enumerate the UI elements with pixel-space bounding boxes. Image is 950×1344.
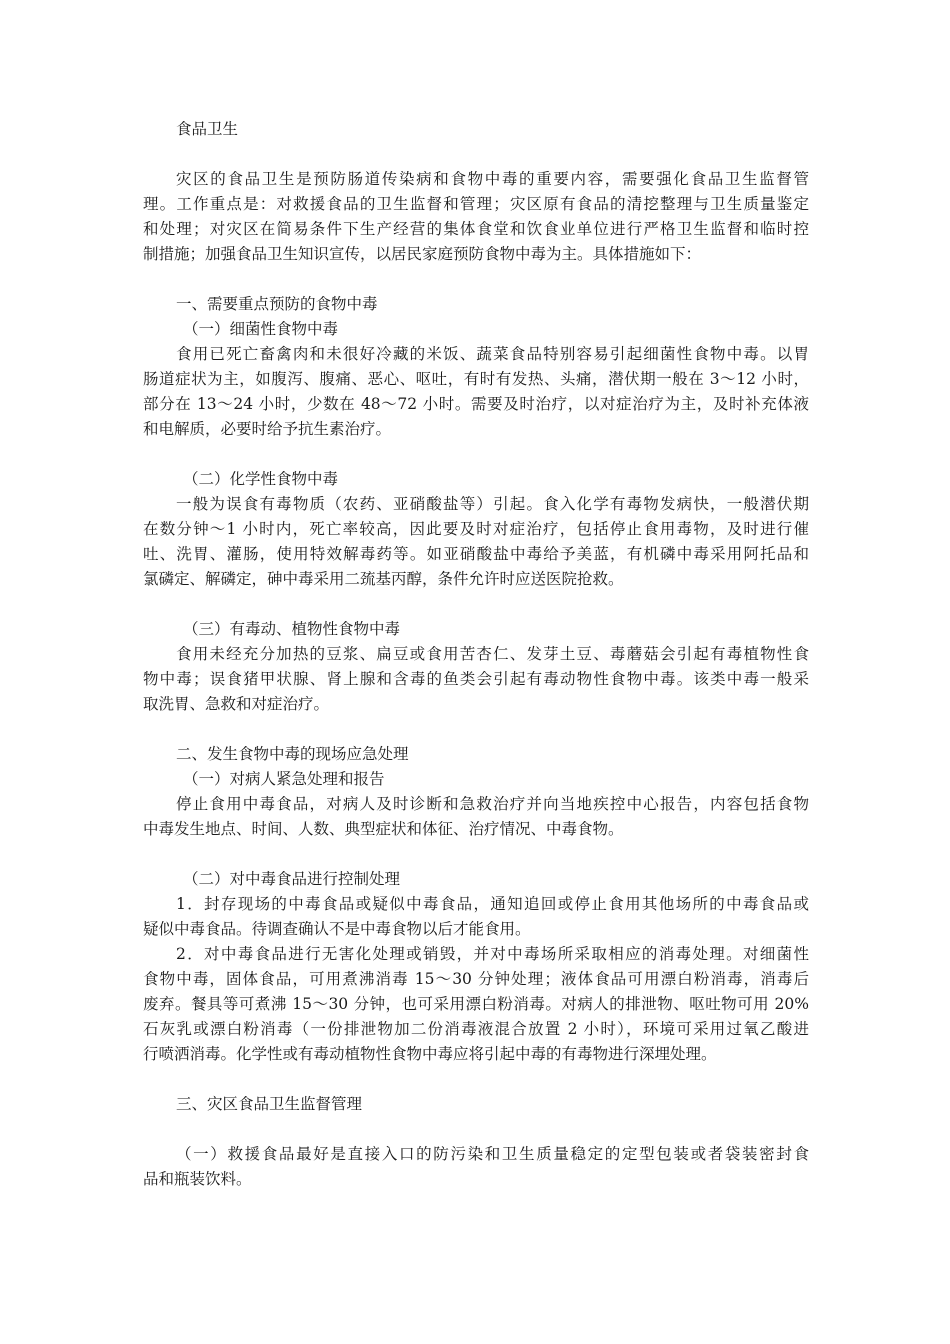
subsection-heading: （一）细菌性食物中毒 (183, 320, 339, 338)
list-item-line: 行喷洒消毒。化学性或有毒动植物性食物中毒应将引起中毒的有毒物进行深埋处理。 (143, 1045, 717, 1063)
list-item-line: 1．封存现场的中毒食品或疑似中毒食品，通知追回或停止食用其他场所的中毒食品或 (176, 895, 809, 913)
paragraph-line: 和电解质，必要时给予抗生素治疗。 (143, 420, 392, 438)
subsection-heading: （二）化学性食物中毒 (183, 470, 339, 488)
list-item-line: 疑似中毒食品。待调查确认不是中毒食物以后才能食用。 (143, 920, 531, 938)
paragraph-line: 物中毒；误食猪甲状腺、肾上腺和含毒的鱼类会引起有毒动物性食物中毒。该类中毒一般采 (143, 670, 809, 688)
intro-line: 制措施；加强食品卫生知识宣传，以居民家庭预防食物中毒为主。具体措施如下： (143, 245, 702, 263)
intro-line: 灾区的食品卫生是预防肠道传染病和食物中毒的重要内容，需要强化食品卫生监督管 (176, 170, 809, 188)
paragraph-line: 肠道症状为主，如腹泻、腹痛、恶心、呕吐，有时有发热、头痛，潜伏期一般在 3～12 小时， (143, 370, 809, 388)
list-item-line: 废弃。餐具等可煮沸 15～30 分钟，也可采用漂白粉消毒。对病人的排泄物、呕吐物可用 20% (143, 995, 809, 1013)
subsection-heading: （二）对中毒食品进行控制处理 (183, 870, 401, 888)
section-heading: 一、需要重点预防的食物中毒 (176, 295, 378, 313)
paragraph-line: 中毒发生地点、时间、人数、典型症状和体征、治疗情况、中毒食物。 (143, 820, 624, 838)
document-title: 食品卫生 (176, 120, 239, 138)
paragraph-line: 停止食用中毒食品，对病人及时诊断和急救治疗并向当地疾控中心报告，内容包括食物 (176, 795, 809, 813)
subsection-heading: （一）对病人紧急处理和报告 (183, 770, 385, 788)
paragraph-line: 部分在 13～24 小时，少数在 48～72 小时。需要及时治疗，以对症治疗为主，及时补充体液 (143, 395, 809, 413)
paragraph-line: 氯磷定、解磷定，砷中毒采用二巯基丙醇，条件允许时应送医院抢救。 (143, 570, 624, 588)
list-item-line: 2．对中毒食品进行无害化处理或销毁，并对中毒场所采取相应的消毒处理。对细菌性 (176, 945, 809, 963)
paragraph-line: 食用未经充分加热的豆浆、扁豆或食用苦杏仁、发芽土豆、毒蘑菇会引起有毒植物性食 (176, 645, 809, 663)
paragraph-line: 食用已死亡畜禽肉和未很好冷藏的米饭、蔬菜食品特别容易引起细菌性食物中毒。以胃 (176, 345, 809, 363)
list-item-line: 石灰乳或漂白粉消毒（一份排泄物加二份消毒液混合放置 2 小时），环境可采用过氧乙酸进 (143, 1020, 809, 1038)
list-item-line: 食物中毒，固体食品，可用煮沸消毒 15～30 分钟处理；液体食品可用漂白粉消毒，消毒后 (143, 970, 809, 988)
paragraph-line: 品和瓶装饮料。 (143, 1170, 252, 1188)
subsection-heading: （三）有毒动、植物性食物中毒 (183, 620, 401, 638)
section-heading: 二、发生食物中毒的现场应急处理 (176, 745, 409, 763)
intro-line: 和处理；对灾区在简易条件下生产经营的集体食堂和饮食业单位进行严格卫生监督和临时控 (143, 220, 809, 238)
paragraph-line: 取洗胃、急救和对症治疗。 (143, 695, 330, 713)
section-heading: 三、灾区食品卫生监督管理 (176, 1095, 363, 1113)
paragraph-line: 一般为误食有毒物质（农药、亚硝酸盐等）引起。食入化学有毒物发病快，一般潜伏期 (176, 495, 809, 513)
intro-line: 理。工作重点是：对救援食品的卫生监督和管理；灾区原有食品的清挖整理与卫生质量鉴定 (143, 195, 809, 213)
paragraph-line: （一）救援食品最好是直接入口的防污染和卫生质量稳定的定型包装或者袋装密封食 (176, 1145, 809, 1163)
paragraph-line: 吐、洗胃、灌肠，使用特效解毒药等。如亚硝酸盐中毒给予美蓝，有机磷中毒采用阿托品和 (143, 545, 809, 563)
paragraph-line: 在数分钟～1 小时内，死亡率较高，因此要及时对症治疗，包括停止食用毒物，及时进行催 (143, 520, 809, 538)
